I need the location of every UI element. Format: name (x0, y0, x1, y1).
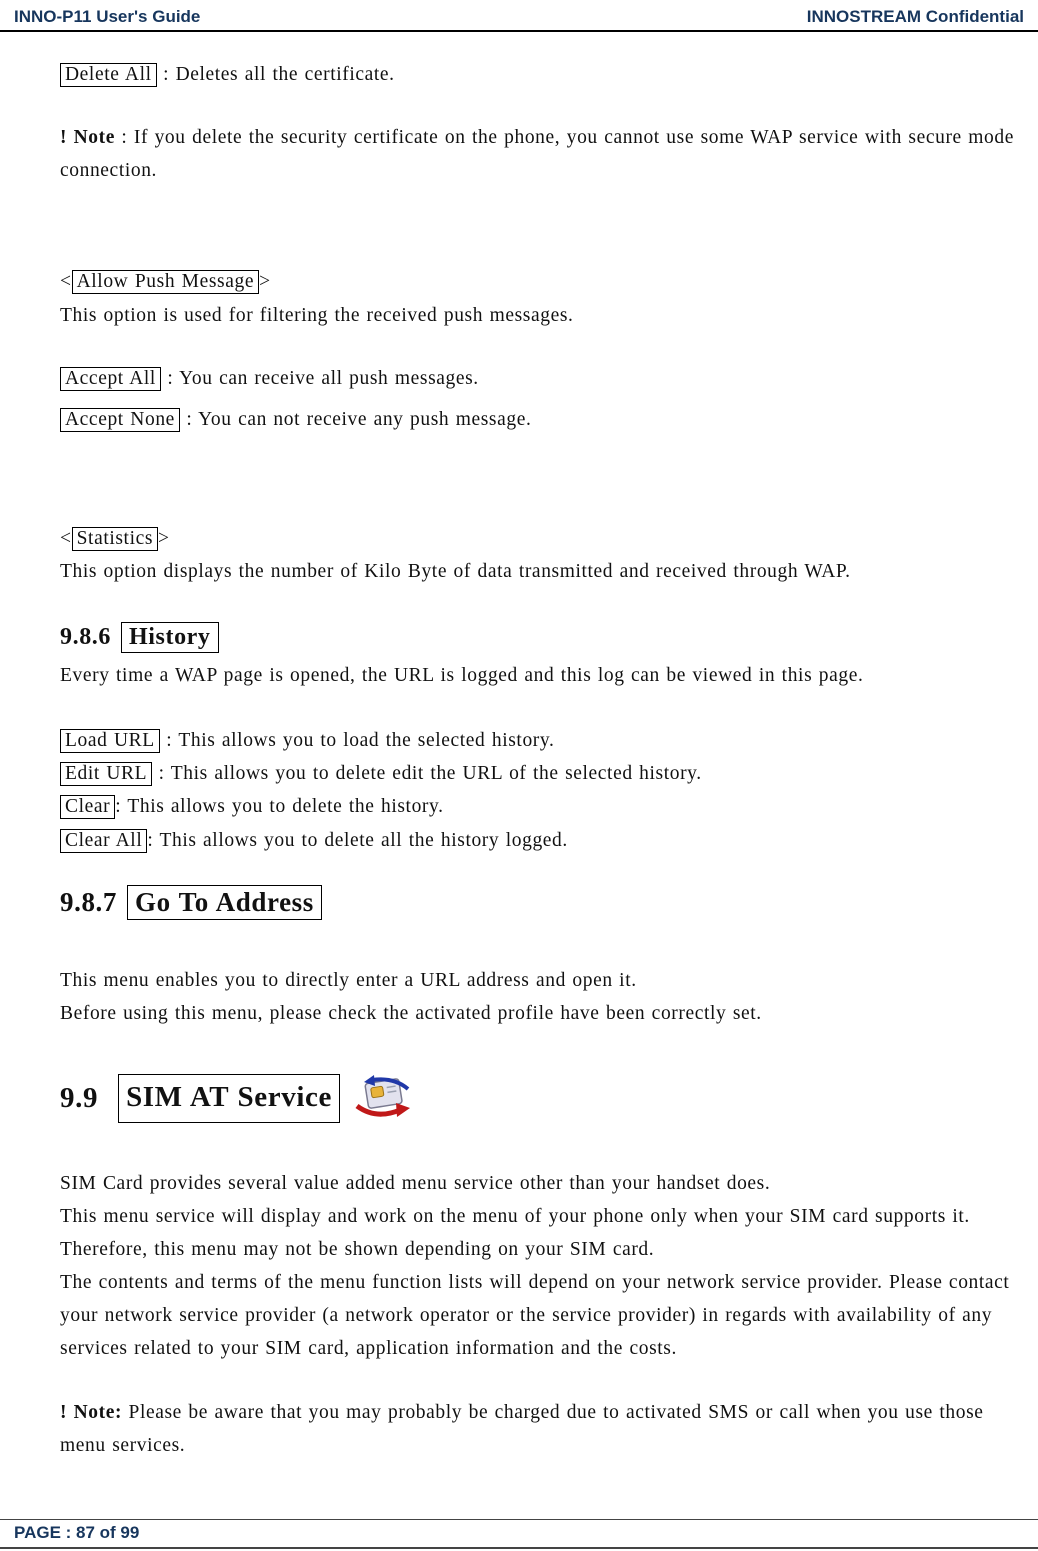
heading-go-to-address-title: Go To Address (127, 885, 322, 920)
note-text-certificate: : If you delete the security certificate on the phone, you cannot use some WAP service with secure mode connection. (60, 127, 1015, 182)
text-sim-3: The contents and terms of the menu function lists will depend on your network service provider. Please contact your network service provider (a network operator or the service provider) in regards with availability of any services related to your SIM card, application information and the costs. (60, 1272, 1010, 1360)
para-accept-none (60, 403, 1030, 436)
para-go-to-address-line1 (60, 964, 1030, 997)
para-note-certificate (60, 121, 1030, 187)
para-clear (60, 790, 1030, 823)
note-label-certificate: ! Note (60, 127, 115, 149)
sim-card-icon (352, 1075, 416, 1121)
term-accept-none: Accept None (60, 408, 180, 432)
page-number-label: PAGE : 87 of 99 (14, 1523, 140, 1542)
heading-go-to-address-number: 9.8.7 (60, 886, 117, 917)
para-history-intro (60, 659, 1030, 692)
heading-history-title: History (121, 622, 219, 653)
text-clear: : This allows you to delete the history. (115, 796, 444, 818)
text-statistics-intro: This option displays the number of Kilo Byte of data transmitted and received through WAP. (60, 561, 851, 583)
heading-sim-at-service-title: SIM AT Service (118, 1074, 340, 1123)
para-go-to-address-line2 (60, 997, 1030, 1030)
text-delete-all: : Deletes all the certificate. (156, 64, 395, 85)
angle-open-statistics: < (60, 527, 72, 549)
text-history-intro: Every time a WAP page is opened, the URL is logged and this log can be viewed in this page. (60, 665, 864, 687)
text-sim-1: SIM Card provides several value added menu service other than your handset does. (60, 1172, 771, 1194)
para-note-sim (60, 1396, 1030, 1462)
para-load-url (60, 724, 1030, 757)
para-delete-all (60, 58, 1030, 91)
heading-sim-at-service-number: 9.9 (60, 1081, 99, 1114)
para-sim-2 (60, 1200, 1030, 1266)
para-sim-1 (60, 1167, 1030, 1200)
heading-go-to-address (60, 883, 1030, 922)
document-footer (0, 1519, 1038, 1549)
term-edit-url: Edit URL (60, 762, 152, 786)
term-allow-push-message: Allow Push Message (72, 270, 259, 294)
term-clear: Clear (60, 795, 115, 819)
term-load-url: Load URL (60, 729, 160, 753)
text-push-intro: This option is used for filtering the received push messages. (60, 304, 574, 326)
para-push-intro (60, 299, 1030, 332)
header-guide-title: INNO-P11 User's Guide (14, 7, 201, 26)
angle-close: > (259, 271, 271, 293)
text-go-to-address-line2: Before using this menu, please check the activated profile have been correctly set. (60, 1003, 762, 1025)
term-accept-all: Accept All (60, 367, 161, 391)
heading-history (60, 620, 1030, 655)
text-accept-none: : You can not receive any push message. (179, 408, 532, 430)
angle-open: < (60, 271, 72, 293)
angle-close-statistics: > (158, 527, 170, 549)
heading-allow-push-message (60, 265, 1030, 298)
text-load-url: : This allows you to load the selected history. (159, 730, 555, 752)
header-confidential-label: INNOSTREAM Confidential (806, 7, 1024, 26)
text-sim-2: This menu service will display and work on the menu of your phone only when your SIM card supports it. Therefore, this menu may not be shown depending on your SIM card. (60, 1205, 970, 1260)
term-clear-all: Clear All (60, 829, 147, 853)
text-edit-url: : This allows you to delete edit the URL of the selected history. (152, 763, 702, 785)
para-clear-all (60, 824, 1030, 857)
heading-history-number: 9.8.6 (60, 624, 111, 651)
text-clear-all: : This allows you to delete all the history logged. (147, 829, 568, 851)
note-text-sim: Please be aware that you may probably be charged due to activated SMS or call when you use those menu services. (60, 1401, 984, 1456)
para-edit-url (60, 757, 1030, 790)
text-go-to-address-line1: This menu enables you to directly enter a URL address and open it. (60, 969, 637, 991)
document-body (0, 32, 1038, 1462)
heading-statistics (60, 522, 1030, 555)
heading-sim-at-service (60, 1074, 1030, 1123)
text-accept-all: : You can receive all push messages. (160, 367, 479, 389)
para-accept-all (60, 362, 1030, 395)
para-statistics-intro (60, 555, 1030, 588)
para-sim-3 (60, 1266, 1030, 1365)
term-delete-all: Delete All (60, 63, 157, 87)
term-statistics: Statistics (72, 527, 158, 551)
note-label-sim: ! Note: (60, 1401, 123, 1423)
document-header (0, 0, 1038, 32)
